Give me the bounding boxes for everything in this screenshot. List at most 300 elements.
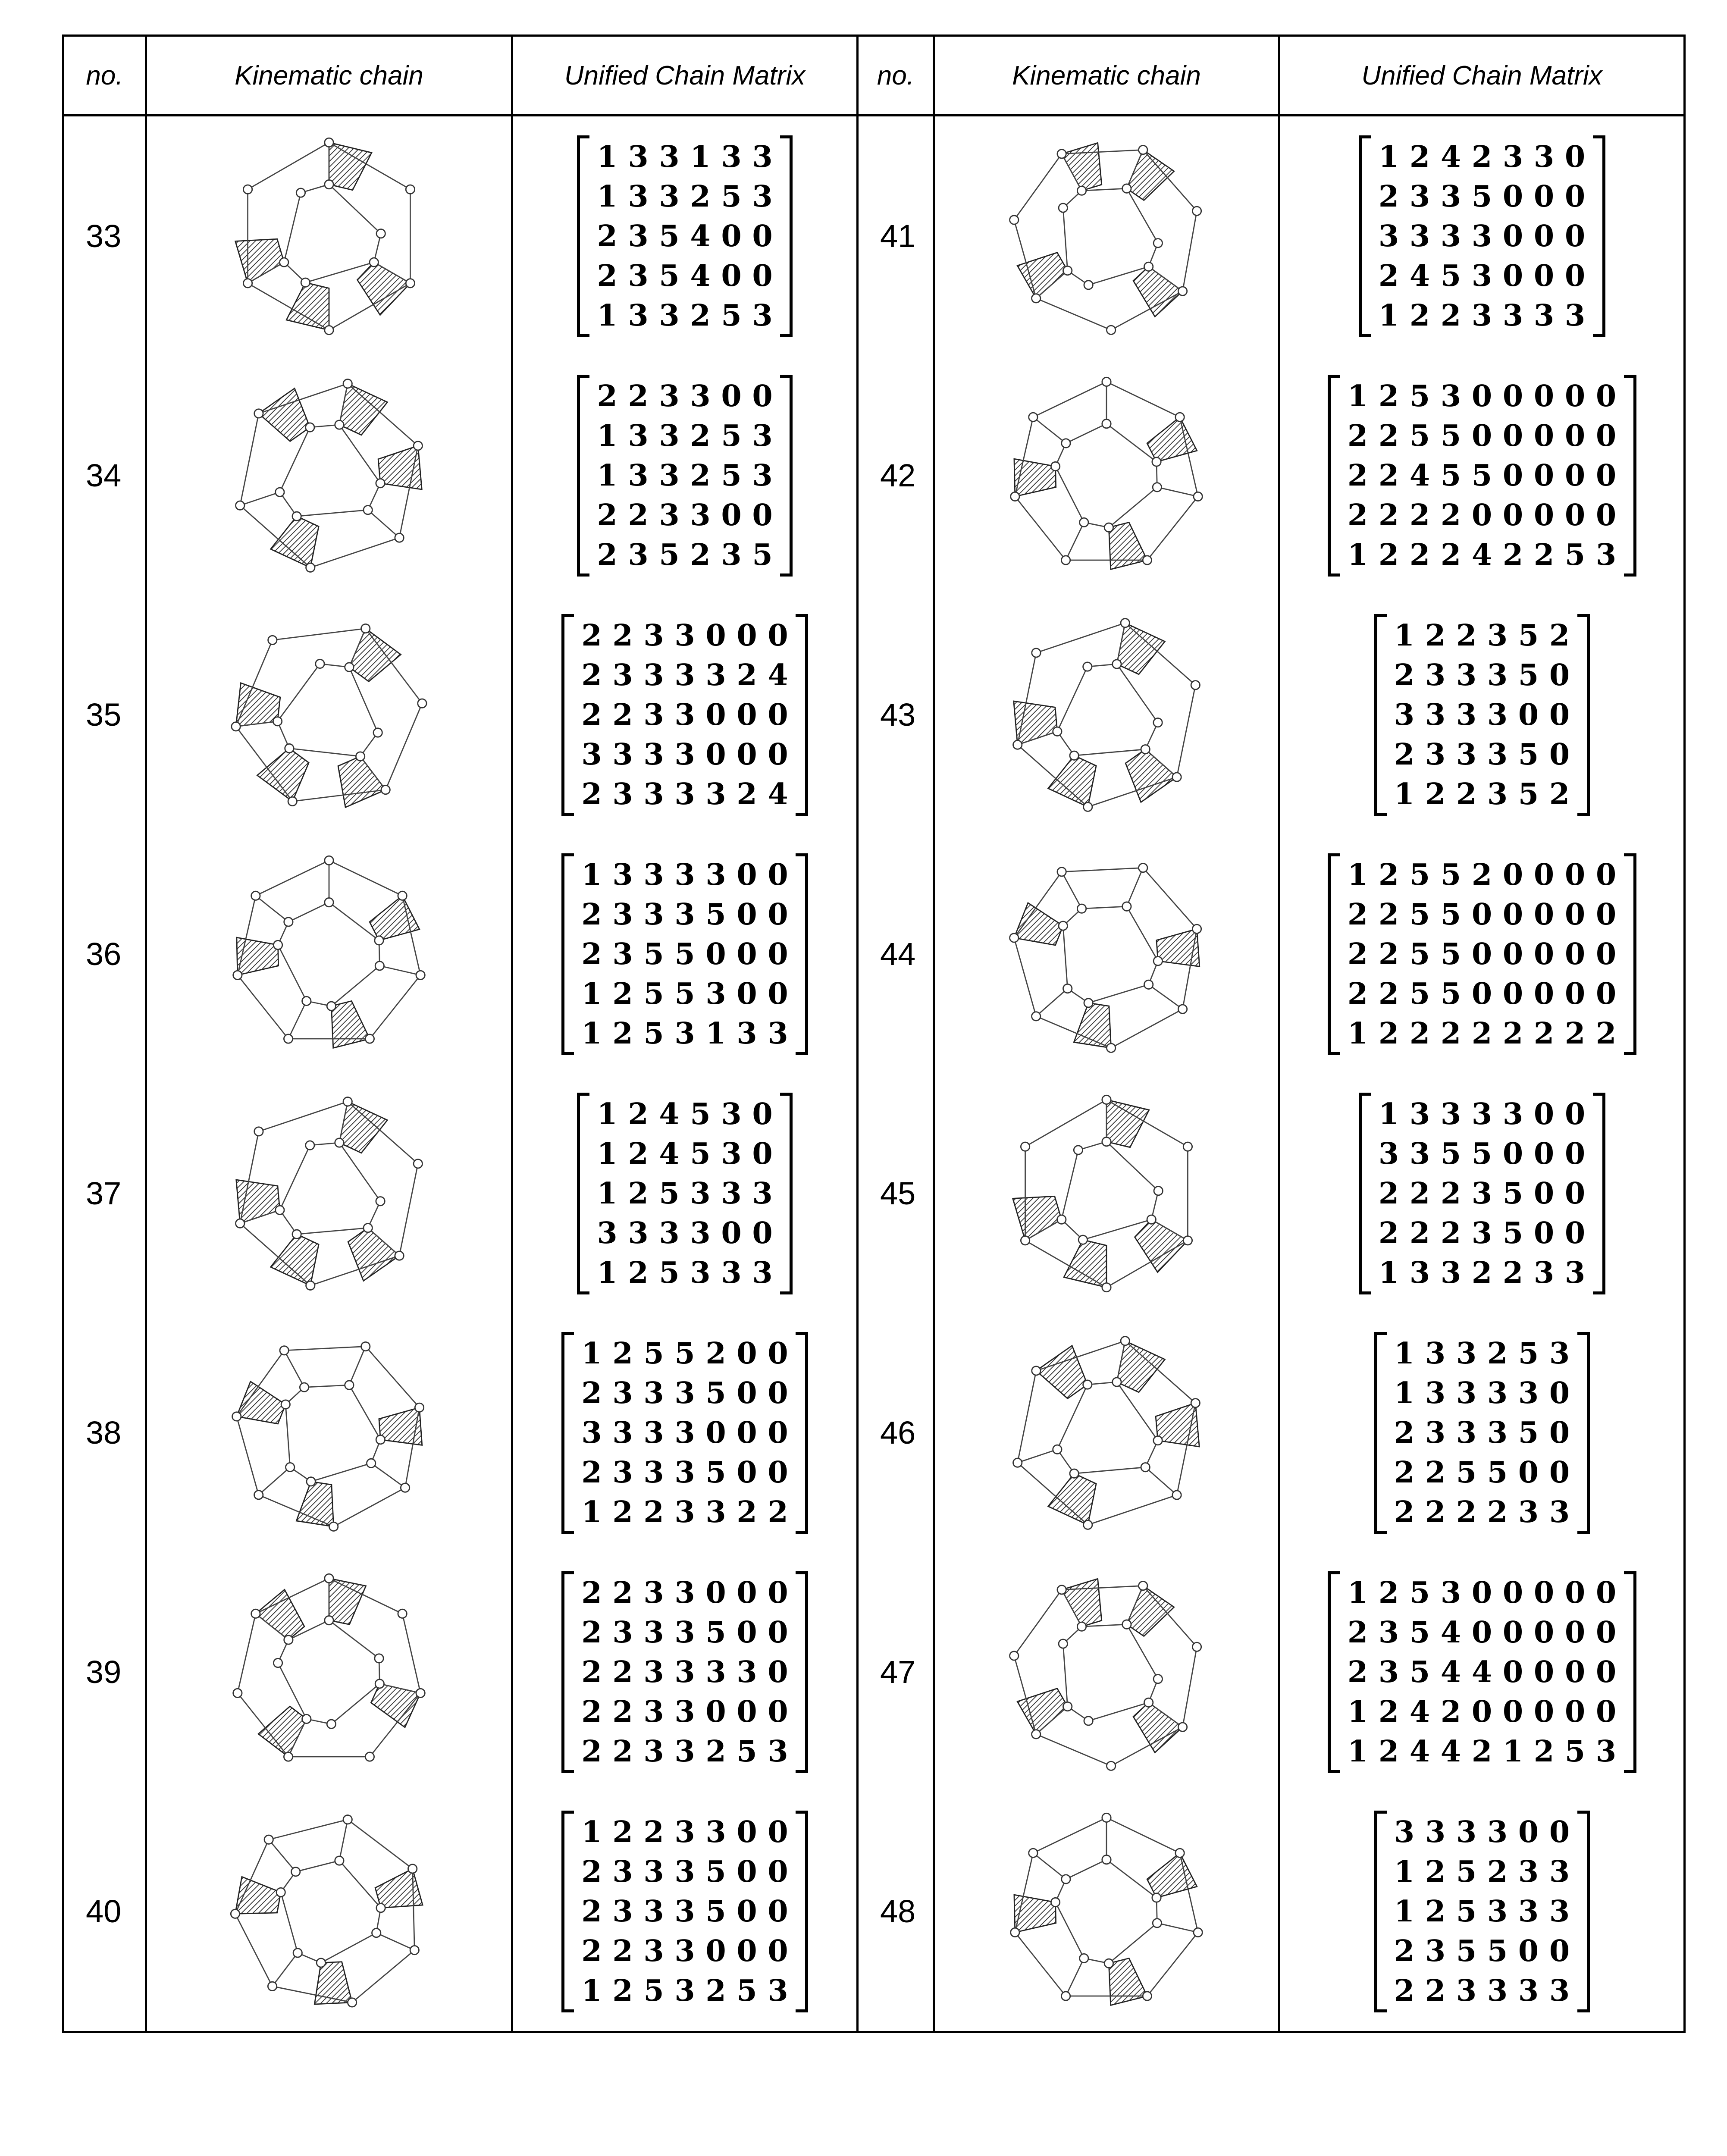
matrix-cell: 0 — [1518, 1455, 1539, 1490]
joint-node — [1059, 921, 1067, 930]
matrix-cell: 3 — [1549, 1894, 1570, 1929]
matrix-cell: 0 — [768, 1655, 788, 1689]
matrix-cell: 3 — [1409, 1097, 1430, 1131]
matrix-cell: 3 — [659, 498, 680, 533]
joint-node — [406, 279, 414, 287]
joint-node — [1078, 1235, 1087, 1244]
matrix-cell: 2 — [1378, 537, 1399, 572]
matrix-row — [1389, 1931, 1575, 1971]
matrix-cell: 2 — [690, 537, 711, 572]
matrix-cell: 3 — [643, 1415, 664, 1450]
matrix-row — [576, 735, 793, 774]
kinematic-chain-diagram — [986, 1804, 1227, 2019]
table-row — [63, 1074, 1685, 1313]
matrix-cell: 0 — [737, 1814, 757, 1849]
matrix-cell: 0 — [1549, 1814, 1570, 1849]
matrix-cell: 3 — [1487, 1376, 1508, 1410]
joint-node — [1084, 998, 1093, 1007]
matrix-cell: 3 — [705, 857, 726, 892]
matrix-cell: 3 — [1440, 379, 1461, 414]
matrix-cell: 0 — [1595, 1694, 1617, 1729]
matrix-cell: 2 — [1533, 537, 1555, 572]
matrix-cell: 0 — [1549, 1376, 1570, 1410]
matrix-row — [1342, 1613, 1622, 1652]
matrix-cell: 1 — [1347, 537, 1368, 572]
chain-number: 36 — [63, 834, 146, 1074]
kinematic-chain-diagram — [208, 128, 450, 344]
matrix-cell: 0 — [752, 498, 773, 533]
matrix-cell: 0 — [1595, 1615, 1617, 1650]
matrix-row — [592, 296, 778, 335]
matrix-cell: 3 — [752, 458, 773, 493]
ternary-link-hatched — [296, 1481, 333, 1526]
matrix-cell: 2 — [1456, 1495, 1477, 1529]
matrix-cell: 4 — [1409, 1694, 1430, 1729]
matrix-cell: 4 — [659, 1097, 680, 1131]
matrix-cell: 0 — [1533, 1097, 1555, 1131]
unified-chain-matrix — [1359, 135, 1605, 337]
matrix-row — [592, 137, 778, 177]
matrix-cell: 3 — [1549, 1973, 1570, 2008]
matrix-cell: 2 — [581, 618, 602, 653]
matrix-cell: 0 — [1549, 1455, 1570, 1490]
binary-link — [1036, 988, 1068, 1016]
matrix-cell: 0 — [1471, 379, 1492, 414]
binary-link — [368, 510, 399, 537]
joint-node — [306, 1141, 314, 1149]
matrix-cell: 5 — [1440, 258, 1461, 293]
joint-node — [232, 1412, 241, 1420]
matrix-cell: 2 — [581, 1655, 602, 1689]
joint-node — [1172, 1490, 1181, 1499]
matrix-cell: 2 — [1409, 1016, 1430, 1051]
matrix-cell: 0 — [1533, 1575, 1555, 1610]
ternary-link-hatched — [1147, 417, 1197, 462]
ternary-link-hatched — [357, 262, 411, 315]
kinematic-chain-cell — [146, 1792, 512, 2032]
matrix-cell: 0 — [1502, 937, 1523, 971]
matrix-row — [1373, 137, 1591, 177]
unified-chain-matrix — [561, 1332, 808, 1534]
joint-node — [364, 1223, 372, 1232]
matrix-cell: 1 — [597, 179, 617, 214]
header-row — [63, 36, 1685, 116]
matrix-cell: 0 — [737, 697, 757, 732]
matrix-cell: 5 — [1440, 897, 1461, 932]
matrix-row — [576, 1413, 793, 1453]
matrix-cell: 3 — [1440, 179, 1461, 214]
matrix-cell: 3 — [1487, 658, 1508, 693]
joint-node — [1147, 1215, 1156, 1224]
joint-node — [345, 1380, 354, 1389]
kinematic-chain-cell — [146, 595, 512, 834]
matrix-cell: 5 — [1518, 618, 1539, 653]
matrix-cell: 5 — [659, 1176, 680, 1211]
matrix-cell: 0 — [1533, 1216, 1555, 1250]
matrix-cell: 3 — [705, 976, 726, 1011]
matrix-cell: 4 — [1409, 258, 1430, 293]
matrix-cell: 2 — [1347, 418, 1368, 453]
ternary-link-hatched — [329, 1578, 366, 1624]
chain-number: 39 — [63, 1552, 146, 1792]
joint-node — [1032, 294, 1041, 302]
matrix-cell: 1 — [597, 1176, 617, 1211]
matrix-cell: 0 — [1502, 1575, 1523, 1610]
matrix-cell: 2 — [1471, 139, 1492, 174]
matrix-cell: 3 — [1456, 697, 1477, 732]
joint-node — [335, 420, 344, 429]
chain-number: 42 — [858, 356, 934, 595]
matrix-cell: 1 — [690, 139, 711, 174]
joint-node — [415, 1403, 423, 1412]
matrix-cell: 0 — [705, 618, 726, 653]
matrix-cell: 0 — [1564, 179, 1586, 214]
matrix-row — [576, 1732, 793, 1771]
unified-chain-matrix — [561, 853, 808, 1055]
matrix-cell: 3 — [1487, 1973, 1508, 2008]
joint-node — [1154, 1186, 1163, 1195]
matrix-cell: 2 — [1378, 1016, 1399, 1051]
matrix-row — [576, 695, 793, 735]
matrix-row — [1389, 1373, 1575, 1413]
matrix-cell: 3 — [1518, 1854, 1539, 1889]
matrix-cell: 3 — [612, 1415, 633, 1450]
joint-node — [1083, 662, 1092, 671]
matrix-cell: 0 — [768, 1814, 788, 1849]
binary-link — [1149, 984, 1183, 1009]
unified-chain-matrix — [1374, 1811, 1590, 2012]
matrix-cell: 1 — [1378, 298, 1399, 333]
joint-node — [1063, 1702, 1072, 1711]
matrix-cell: 3 — [674, 1894, 695, 1929]
matrix-cell: 5 — [659, 258, 680, 293]
matrix-cell: 3 — [1549, 1336, 1570, 1371]
matrix-cell: 0 — [737, 1854, 757, 1889]
chain-number: 48 — [858, 1792, 934, 2032]
joint-node — [1153, 1918, 1161, 1927]
matrix-cell: 5 — [1471, 1136, 1492, 1171]
kinematic-chain-cell — [934, 595, 1279, 834]
matrix-cell: 2 — [705, 1734, 726, 1769]
matrix-cell: 0 — [1595, 458, 1617, 493]
matrix-cell: 3 — [643, 897, 664, 932]
matrix-cell: 2 — [612, 1973, 633, 2008]
joint-node — [1102, 1137, 1111, 1146]
matrix-row — [576, 1931, 793, 1971]
joint-node — [343, 1097, 352, 1106]
ternary-link-hatched — [286, 282, 329, 330]
binary-link — [1066, 522, 1084, 560]
matrix-cell: 2 — [1471, 1016, 1492, 1051]
joint-node — [268, 1982, 276, 1990]
matrix-cell: 2 — [1425, 1894, 1446, 1929]
matrix-cell: 2 — [1409, 1216, 1430, 1250]
joint-node — [276, 1206, 284, 1214]
matrix-cell: 3 — [1518, 1894, 1539, 1929]
matrix-cell: 2 — [1394, 1455, 1415, 1490]
matrix-cell: 5 — [1518, 1336, 1539, 1371]
header-no: no. — [858, 36, 934, 116]
matrix-cell: 0 — [705, 1575, 726, 1610]
matrix-cell: 3 — [659, 418, 680, 453]
matrix-cell: 0 — [1564, 1216, 1586, 1250]
matrix-cell: 2 — [597, 498, 617, 533]
ternary-link-hatched — [1133, 266, 1182, 317]
ternary-link-hatched — [1036, 1345, 1088, 1398]
matrix-cell: 3 — [1549, 1854, 1570, 1889]
matrix-cell: 0 — [768, 697, 788, 732]
kinematic-chain-diagram — [208, 1325, 450, 1541]
matrix-cell: 3 — [690, 1176, 711, 1211]
joint-node — [1141, 1463, 1150, 1471]
matrix-cell: 3 — [612, 658, 633, 693]
matrix-cell: 5 — [1409, 857, 1430, 892]
matrix-cell: 2 — [1564, 1016, 1586, 1051]
matrix-cell: 2 — [1471, 1255, 1492, 1290]
joint-node — [254, 1490, 263, 1499]
matrix-cell: 2 — [612, 1575, 633, 1610]
matrix-cell: 5 — [659, 219, 680, 254]
matrix-cell: 0 — [721, 379, 742, 414]
matrix-cell: 0 — [721, 1216, 742, 1250]
matrix-cell: 3 — [1487, 1415, 1508, 1450]
joint-node — [325, 326, 333, 334]
matrix-cell: 5 — [705, 897, 726, 932]
matrix-cell: 3 — [690, 1216, 711, 1250]
matrix-cell: 5 — [1409, 1655, 1430, 1689]
matrix-cell: 3 — [612, 1854, 633, 1889]
joint-node — [1153, 483, 1161, 491]
matrix-cell: 2 — [1378, 179, 1399, 214]
matrix-cell: 0 — [752, 1216, 773, 1250]
matrix-cell: 0 — [1564, 1615, 1586, 1650]
matrix-cell: 1 — [581, 1336, 602, 1371]
matrix-cell: 3 — [674, 1016, 695, 1051]
matrix-cell-container — [512, 1792, 858, 2032]
matrix-cell: 0 — [737, 1336, 757, 1371]
binary-link — [1145, 1467, 1177, 1495]
matrix-row — [1389, 1812, 1575, 1852]
matrix-cell: 0 — [1564, 976, 1586, 1011]
matrix-row — [1342, 1732, 1622, 1771]
matrix-cell: 4 — [768, 777, 788, 812]
matrix-cell: 2 — [705, 1973, 726, 2008]
matrix-cell: 0 — [737, 937, 757, 971]
matrix-cell: 3 — [643, 1455, 664, 1490]
matrix-row — [1389, 1971, 1575, 2011]
matrix-cell: 0 — [1502, 897, 1523, 932]
matrix-cell: 0 — [1533, 418, 1555, 453]
joint-node — [1063, 266, 1072, 275]
matrix-cell: 0 — [768, 976, 788, 1011]
matrix-row — [576, 1812, 793, 1852]
joint-node — [1175, 413, 1184, 421]
matrix-cell: 5 — [737, 1734, 757, 1769]
matrix-cell: 5 — [1440, 937, 1461, 971]
kinematic-chain-diagram — [208, 1564, 450, 1780]
ternary-link-hatched — [1048, 1473, 1096, 1525]
matrix-cell: 3 — [659, 179, 680, 214]
chain-number: 47 — [858, 1552, 934, 1792]
matrix-cell: 2 — [1533, 1734, 1555, 1769]
matrix-cell: 2 — [612, 1495, 633, 1529]
matrix-cell: 3 — [1533, 1255, 1555, 1290]
matrix-cell: 5 — [1471, 458, 1492, 493]
matrix-cell: 0 — [768, 1934, 788, 1968]
joint-node — [1057, 1215, 1066, 1224]
binary-link — [376, 1933, 415, 1950]
matrix-row — [1342, 1652, 1622, 1692]
matrix-row — [576, 1573, 793, 1613]
joint-node — [401, 1483, 409, 1492]
joint-node — [327, 1002, 335, 1010]
matrix-cell: 3 — [612, 937, 633, 971]
matrix-cell: 2 — [1378, 418, 1399, 453]
matrix-row — [1373, 1094, 1591, 1134]
matrix-cell: 0 — [768, 937, 788, 971]
joint-node — [243, 279, 252, 287]
matrix-cell: 0 — [1471, 418, 1492, 453]
matrix-cell: 2 — [1425, 1854, 1446, 1889]
binary-link — [1157, 1923, 1198, 1932]
matrix-cell: 3 — [1456, 658, 1477, 693]
matrix-cell-container — [1279, 116, 1685, 356]
matrix-cell: 0 — [768, 737, 788, 772]
joint-node — [284, 917, 293, 926]
binary-link — [339, 1819, 348, 1860]
matrix-cell: 4 — [1440, 1615, 1461, 1650]
matrix-cell: 1 — [1347, 1016, 1368, 1051]
matrix-cell: 3 — [1425, 697, 1446, 732]
matrix-cell: 5 — [1564, 1734, 1586, 1769]
matrix-cell: 3 — [659, 458, 680, 493]
matrix-cell: 3 — [768, 1734, 788, 1769]
table-row — [63, 1313, 1685, 1552]
kinematic-chain-diagram — [986, 128, 1227, 344]
matrix-cell: 5 — [643, 1336, 664, 1371]
matrix-row — [576, 655, 793, 695]
joint-node — [325, 138, 333, 147]
matrix-cell: 5 — [721, 458, 742, 493]
kinematic-chain-cell — [934, 1074, 1279, 1313]
matrix-cell: 3 — [721, 139, 742, 174]
joint-node — [1080, 518, 1088, 526]
joint-node — [370, 258, 378, 266]
chain-number: 34 — [63, 356, 146, 595]
inner-loop-links — [1063, 906, 1158, 1003]
matrix-cell: 5 — [1456, 1455, 1477, 1490]
kinematic-chain-cell — [934, 1792, 1279, 2032]
matrix-cell: 2 — [1440, 1176, 1461, 1211]
ternary-link-hatched — [257, 748, 309, 801]
matrix-row — [1389, 655, 1575, 695]
matrix-cell: 2 — [1347, 937, 1368, 971]
joint-node — [296, 188, 305, 197]
matrix-cell: 5 — [1487, 1455, 1508, 1490]
matrix-cell: 3 — [1487, 737, 1508, 772]
matrix-cell: 3 — [581, 1415, 602, 1450]
matrix-cell: 0 — [1533, 498, 1555, 533]
ternary-link-hatched — [1014, 903, 1063, 945]
matrix-row — [576, 1892, 793, 1931]
matrix-cell: 0 — [768, 618, 788, 653]
matrix-cell: 3 — [1440, 1575, 1461, 1610]
joint-node — [306, 423, 314, 431]
joint-node — [1032, 1366, 1041, 1375]
matrix-cell: 2 — [612, 1016, 633, 1051]
matrix-row — [1389, 1492, 1575, 1532]
matrix-cell: 2 — [1440, 1216, 1461, 1250]
matrix-cell: 3 — [674, 1694, 695, 1729]
matrix-cell: 0 — [1549, 1415, 1570, 1450]
matrix-cell: 1 — [1394, 1336, 1415, 1371]
matrix-cell: 3 — [674, 1495, 695, 1529]
matrix-cell: 3 — [612, 777, 633, 812]
matrix-cell: 1 — [597, 298, 617, 333]
matrix-cell: 2 — [612, 976, 633, 1011]
matrix-cell: 3 — [612, 1376, 633, 1410]
matrix-cell: 1 — [1347, 379, 1368, 414]
joint-node — [236, 1219, 244, 1228]
matrix-cell: 4 — [690, 219, 711, 254]
matrix-cell: 2 — [1394, 1934, 1415, 1968]
matrix-cell: 3 — [643, 737, 664, 772]
matrix-row — [576, 1852, 793, 1892]
joint-node — [1057, 867, 1066, 876]
joint-node — [408, 1864, 417, 1873]
matrix-cell: 2 — [1425, 1973, 1446, 2008]
joint-node — [1080, 1954, 1088, 1962]
matrix-cell: 0 — [705, 737, 726, 772]
joint-node — [361, 1342, 370, 1351]
matrix-cell: 3 — [674, 1415, 695, 1450]
matrix-cell: 0 — [721, 258, 742, 293]
matrix-cell: 2 — [628, 1136, 649, 1171]
matrix-cell: 2 — [1456, 777, 1477, 812]
ternary-link-hatched — [348, 1228, 399, 1281]
matrix-row — [576, 1492, 793, 1532]
joint-node — [375, 1679, 384, 1688]
matrix-cell: 3 — [752, 1176, 773, 1211]
matrix-cell: 5 — [1518, 737, 1539, 772]
matrix-cell: 2 — [1425, 1455, 1446, 1490]
matrix-cell: 3 — [1595, 537, 1617, 572]
matrix-row — [576, 1014, 793, 1053]
table-row — [63, 356, 1685, 595]
joint-node — [1139, 145, 1147, 154]
matrix-cell: 5 — [1518, 777, 1539, 812]
matrix-cell: 2 — [643, 1814, 664, 1849]
matrix-cell: 0 — [1564, 1694, 1586, 1729]
matrix-cell: 2 — [612, 697, 633, 732]
binary-link — [371, 1463, 405, 1488]
matrix-cell: 5 — [643, 1973, 664, 2008]
joint-node — [1053, 727, 1062, 736]
matrix-row — [1342, 974, 1622, 1014]
matrix-row — [1342, 1573, 1622, 1613]
matrix-cell: 5 — [1518, 1415, 1539, 1450]
matrix-cell: 3 — [643, 1615, 664, 1650]
matrix-cell: 5 — [643, 1016, 664, 1051]
matrix-cell: 5 — [1440, 976, 1461, 1011]
matrix-cell: 2 — [1502, 1255, 1523, 1290]
matrix-cell: 2 — [1378, 1575, 1399, 1610]
matrix-cell: 3 — [628, 219, 649, 254]
matrix-cell: 3 — [643, 777, 664, 812]
matrix-cell: 2 — [1425, 618, 1446, 653]
binary-link — [288, 1001, 307, 1039]
matrix-cell: 3 — [752, 298, 773, 333]
